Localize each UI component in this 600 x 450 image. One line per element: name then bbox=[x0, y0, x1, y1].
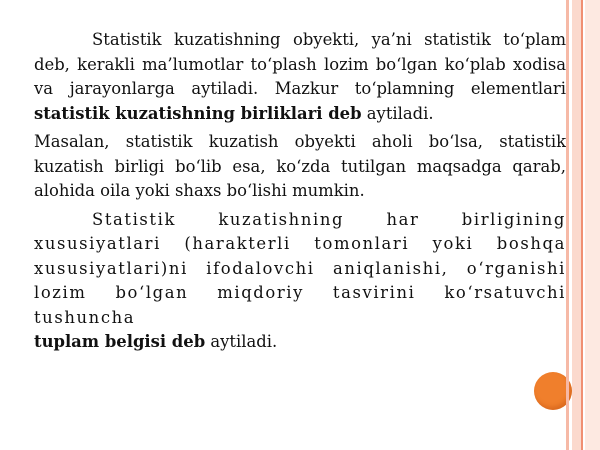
stripe-3 bbox=[581, 0, 583, 450]
paragraph-3-ending: aytiladi. bbox=[205, 332, 278, 351]
paragraph-3-continued bbox=[34, 330, 566, 355]
stripe-2 bbox=[572, 0, 581, 450]
slide-body bbox=[34, 28, 566, 359]
paragraph-2 bbox=[34, 130, 566, 204]
paragraph-3-text: Statistik kuzatishning har birligining xususiyatlari (harakterli tomonlari yoki boshqa xususiyatlari)ni ifodalovchi aniqlanishi, o‘rganishi lozim bo‘lgan miqdoriy tasvirini ko‘rsatuvchi tushuncha bbox=[34, 209, 566, 327]
paragraph-2-text: Masalan, statistik kuzatish obyekti aholi bo‘lsa, statistik kuzatish birligi bo‘lib esa, ko‘zda tutilgan maqsadga qarab, alohida oila yoki shaxs bo‘lishi mumkin. bbox=[34, 132, 566, 200]
right-decorative-stripes bbox=[566, 0, 600, 450]
paragraph-3-bold-term: tuplam belgisi deb bbox=[34, 332, 206, 351]
paragraph-1-text: Statistik kuzatishning obyekti, ya’ni statistik to‘plam deb, kerakli ma’lumotlar to‘plash lozim bo‘lgan ko‘plab xodisa va jarayonlarga aytiladi. Mazkur to‘plamning elementlari bbox=[34, 30, 566, 98]
stripe-4 bbox=[585, 0, 600, 450]
paragraph-1 bbox=[34, 28, 566, 126]
paragraph-3 bbox=[34, 208, 566, 331]
stripe-1 bbox=[566, 0, 569, 450]
paragraph-1-bold-term: statistik kuzatishning birliklari deb bbox=[34, 103, 362, 123]
paragraph-1-ending: aytiladi. bbox=[361, 103, 434, 123]
